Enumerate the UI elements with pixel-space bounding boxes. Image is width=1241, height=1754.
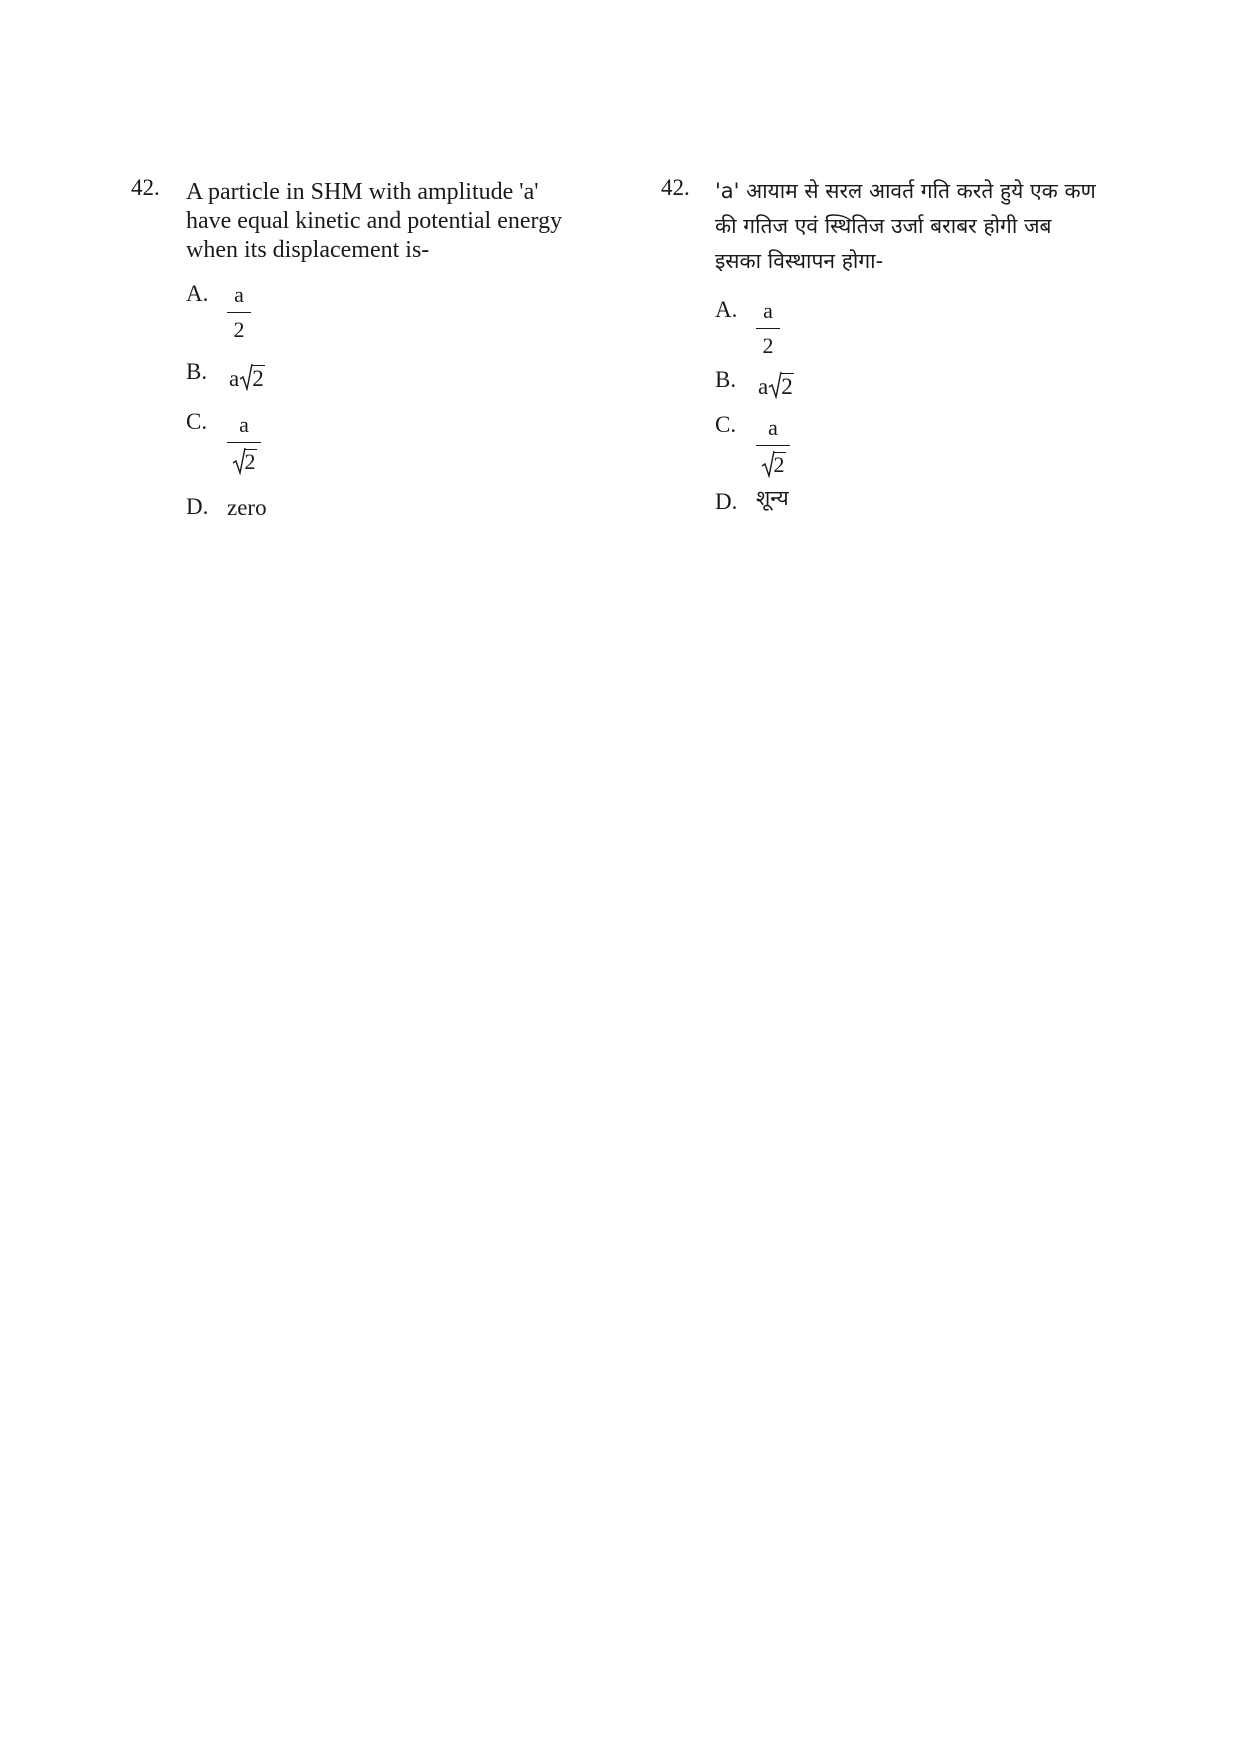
option-value xyxy=(229,365,265,390)
denominator xyxy=(226,449,262,473)
option-label: B. xyxy=(186,359,208,384)
radical-sign-icon xyxy=(239,363,253,391)
option-label: B. xyxy=(715,367,737,392)
option-label: C. xyxy=(186,409,208,434)
denominator: 2 xyxy=(233,317,245,342)
stem-line: 'a' आयाम से सरल आवर्त गति करते हुये एक कण xyxy=(715,179,1096,203)
question-number: 42. xyxy=(661,175,690,200)
option-label: A. xyxy=(186,281,209,306)
square-root xyxy=(239,365,265,390)
coefficient: a xyxy=(758,374,769,399)
fraction xyxy=(226,414,262,473)
radicand: 2 xyxy=(773,452,785,477)
coefficient: a xyxy=(229,366,240,391)
fraction-bar xyxy=(756,328,780,329)
denominator xyxy=(755,452,791,476)
question-english xyxy=(0,0,620,560)
option-value xyxy=(758,373,794,398)
option-value: zero xyxy=(227,495,267,520)
fraction xyxy=(755,300,781,357)
stem-line: की गतिज एवं स्थितिज उर्जा बराबर होगी जब xyxy=(715,214,1052,238)
stem-line: have equal kinetic and potential energy xyxy=(186,208,563,234)
square-root xyxy=(768,373,794,398)
option-value: शून्य xyxy=(756,486,789,510)
radicand: 2 xyxy=(781,374,793,399)
fraction-bar xyxy=(756,445,790,446)
question-number: 42. xyxy=(131,175,160,200)
numerator: a xyxy=(239,412,249,437)
radical-sign-icon xyxy=(232,447,246,475)
numerator: a xyxy=(234,282,244,307)
question-stem xyxy=(715,174,1135,279)
numerator: a xyxy=(768,415,778,440)
option-label: D. xyxy=(186,494,209,519)
stem-line: A particle in SHM with amplitude 'a' xyxy=(186,179,539,205)
option-label: A. xyxy=(715,297,738,322)
radicand: 2 xyxy=(252,366,264,391)
radical-sign-icon xyxy=(768,371,782,399)
question-hindi xyxy=(620,0,1241,560)
option-label: D. xyxy=(715,489,738,514)
numerator: a xyxy=(763,298,773,323)
stem-line: when its displacement is- xyxy=(186,237,430,263)
radical-sign-icon xyxy=(761,450,775,478)
option-label: C. xyxy=(715,412,737,437)
fraction xyxy=(755,417,791,476)
fraction-bar xyxy=(227,442,261,443)
stem-line: इसका विस्थापन होगा- xyxy=(715,249,884,273)
radicand: 2 xyxy=(244,449,256,474)
fraction xyxy=(226,284,252,341)
square-root xyxy=(232,449,257,473)
question-stem xyxy=(186,178,606,265)
square-root xyxy=(761,452,786,476)
denominator: 2 xyxy=(762,333,774,358)
fraction-bar xyxy=(227,312,251,313)
